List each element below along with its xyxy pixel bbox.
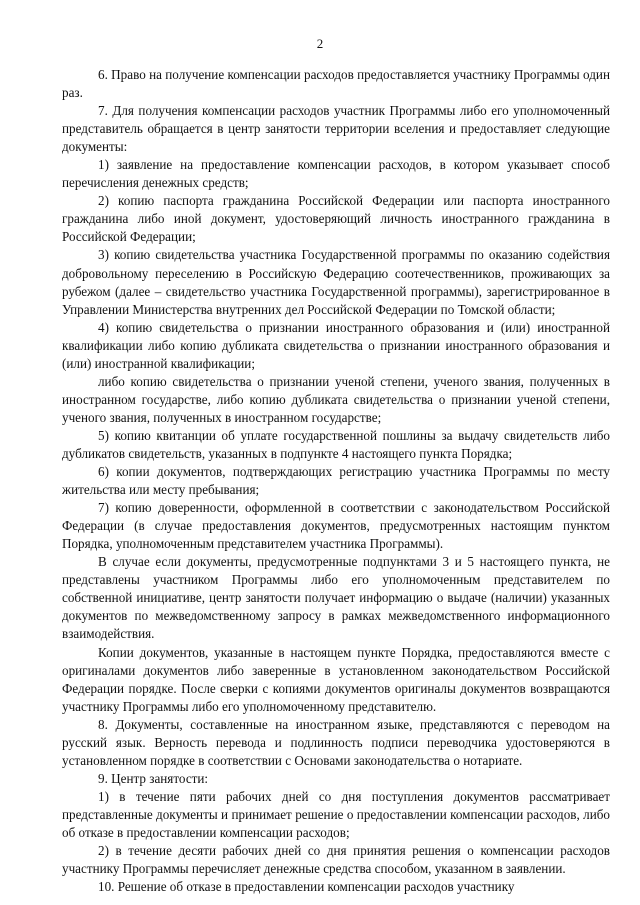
page-number: 2 [316,36,324,51]
subitem-7-2: 2) копию паспорта гражданина Российской Федерации или паспорта иностранного гражданина либо иной документ, удостоверяющий личность иностранного гражданина в Российской Федерации; [62,193,610,245]
subitem-9-2: 2) в течение десяти рабочих дней со дня принятия решения о компенсации расходов участнику Программы перечисляет денежные средства способом, указанном в заявлении. [62,843,610,877]
subitem-7-1: 1) заявление на предоставление компенсации расходов, в котором указывает способ перечисления денежных средств; [62,157,610,191]
subitem-7-7: 7) копию доверенности, оформленной в соответствии с законодательством Российской Федерации (в случае предоставления документов, предусмотренных настоящим пунктом Порядка, уполномоченным представителем участника Программы). [62,500,610,552]
paragraph-7-interagency: В случае если документы, предусмотренные подпунктами 3 и 5 настоящего пункта, не представлены участником Программы либо его уполномоченным представителем по собственной инициативе, центр занятости получает информацию о выдаче (наличии) указанных документов по межведомственному запросу в рамках межведомственного информационного взаимодействия. [62,554,610,642]
subitem-9-1: 1) в течение пяти рабочих дней со дня поступления документов рассматривает представленные документы и принимает решение о предоставлении компенсации расходов, либо об отказе в предоставлении компенсации расходов; [62,788,610,840]
subitem-7-4-alt: либо копию свидетельства о признании ученой степени, ученого звания, полученных в иностранном государстве, либо копию дубликата свидетельства о признании ученой степени, ученого звания, полученных в иностранном государстве; [62,373,610,425]
subitem-7-3: 3) копию свидетельства участника Государственной программы по оказанию содействия добровольному переселению в Российскую Федерацию соотечественников, проживающих за рубежом (далее – свидетельство участника Государственной программы), зарегистрированное в Управлении Министерства внутренних дел Российской Федерации по Томской области; [62,247,610,317]
paragraph-10: 10. Решение об отказе в предоставлении компенсации расходов участнику [98,879,515,895]
subitem-7-6: 6) копии документов, подтверждающих регистрацию участника Программы по месту жительства или месту пребывания; [62,464,610,498]
subitem-7-4: 4) копию свидетельства о признании иностранного образования и (или) иностранной квалификации либо копию дубликата свидетельства о признании иностранного образования и (или) иностранной квалификации; [62,319,610,371]
document-body [62,66,610,896]
paragraph-8: 8. Документы, составленные на иностранном языке, представляются с переводом на русский язык. Верность перевода и подлинность подписи переводчика удостоверяются в установленном порядке в соответствии с Основами законодательства о нотариате. [62,716,610,768]
subitem-7-5: 5) копию квитанции об уплате государственной пошлины за выдачу свидетельств либо дубликатов свидетельств, указанных в подпункте 4 настоящего пункта Порядка; [62,427,610,461]
paragraph-7-copies: Копии документов, указанные в настоящем пункте Порядка, предоставляются вместе с оригиналами документов либо заверенные в установленном законодательством Российской Федерации порядке. После сверки с копиями документов оригиналы документов возвращаются участнику Программы либо его уполномоченному представителю. [62,644,610,714]
paragraph-6: 6. Право на получение компенсации расходов предоставляется участнику Программы один раз. [62,67,610,101]
paragraph-7: 7. Для получения компенсации расходов участник Программы либо его уполномоченный представитель обращается в центр занятости территории вселения и предоставляет следующие документы: [62,103,610,155]
paragraph-9: 9. Центр занятости: [98,770,209,786]
